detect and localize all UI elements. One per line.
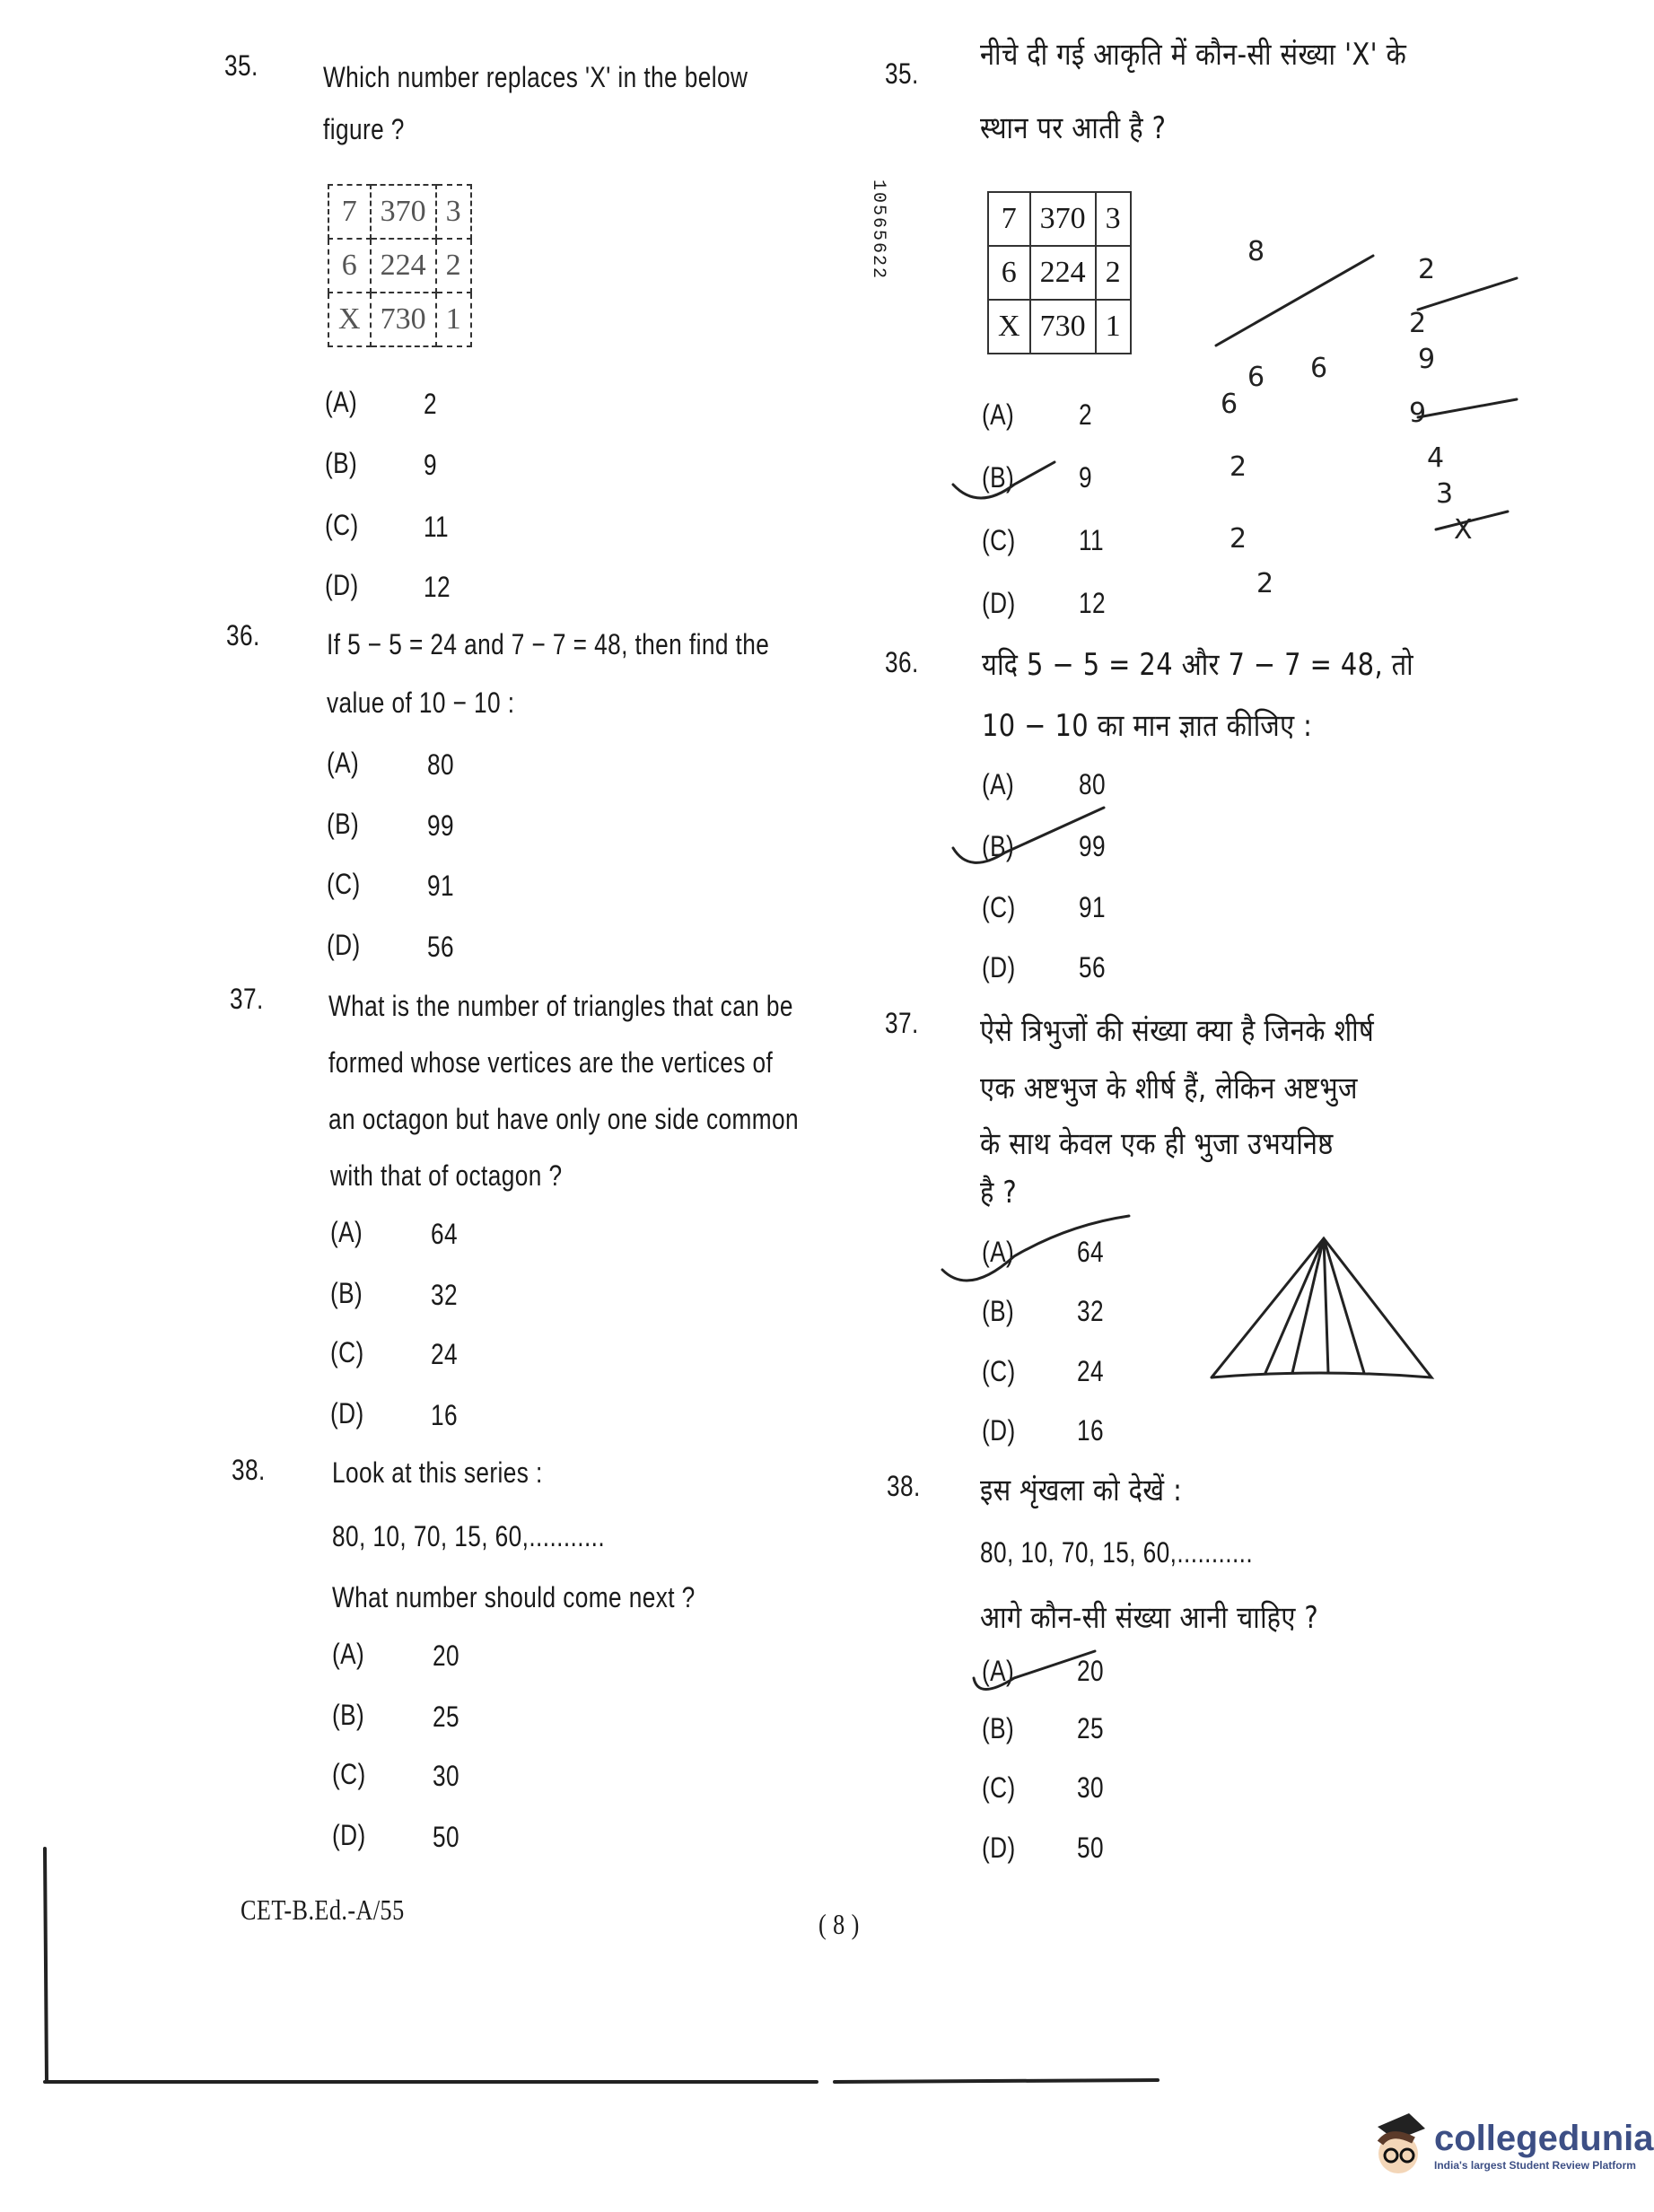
option-value: 64 <box>431 1218 459 1250</box>
question-text: an octagon but have only one side common <box>328 1103 800 1135</box>
rough-work-text: 9 <box>1409 398 1427 429</box>
option-label: (A) <box>332 1638 365 1670</box>
option-value: 64 <box>1077 1236 1105 1268</box>
option-label: (A) <box>982 398 1015 431</box>
option-label: (C) <box>325 509 359 541</box>
option-label: (B) <box>330 1277 363 1309</box>
option-value: 12 <box>424 571 451 603</box>
exam-code: CET-B.Ed.-A/55 <box>241 1893 405 1926</box>
rough-work-text: 6 <box>1221 389 1238 420</box>
barcode-number: 10565622 <box>868 179 888 281</box>
rough-work-text: 2 <box>1230 523 1247 555</box>
question-text: What number should come next ? <box>332 1581 696 1613</box>
rough-work-text: 4 <box>1427 442 1445 474</box>
question-text: Look at this series : <box>332 1456 543 1489</box>
option-label: (D) <box>327 929 361 961</box>
option-label: (A) <box>982 1236 1015 1268</box>
question-text: with that of octagon ? <box>330 1159 563 1192</box>
rough-work-text: 6 <box>1310 353 1328 384</box>
grid-cell: 224 <box>371 239 436 293</box>
option-value: 20 <box>433 1639 460 1672</box>
option-label: (C) <box>330 1336 364 1368</box>
question-text: इस शृंखला को देखें : <box>980 1473 1183 1508</box>
rough-work-text: 8 <box>1247 236 1265 267</box>
grid-cell: 730 <box>371 293 436 346</box>
rough-work-line <box>1216 256 1517 529</box>
border-line <box>45 1849 1158 2082</box>
option-label: (D) <box>982 1414 1016 1447</box>
option-label: (D) <box>982 951 1016 984</box>
question-text: value of 10 − 10 : <box>327 686 515 719</box>
question-text: formed whose vertices are the vertices of <box>328 1046 774 1079</box>
option-value: 2 <box>1079 398 1093 431</box>
question-text: ऐसे त्रिभुजों की संख्या क्या है जिनके शीर्ष <box>980 1013 1375 1049</box>
question-text: 10 − 10 का मान ज्ञात कीजिए : <box>982 708 1313 744</box>
option-value: 80 <box>427 748 455 781</box>
option-value: 99 <box>1079 830 1107 862</box>
option-value: 91 <box>427 870 455 902</box>
number-grid <box>987 191 1132 354</box>
number-grid <box>328 184 472 347</box>
option-label: (B) <box>982 461 1015 494</box>
option-label: (B) <box>982 830 1015 862</box>
rough-work-text: 2 <box>1256 568 1274 599</box>
option-label: (A) <box>325 386 358 418</box>
option-value: 25 <box>433 1701 460 1733</box>
grid-cell: 3 <box>1096 192 1131 246</box>
option-label: (D) <box>325 569 359 601</box>
option-label: (C) <box>327 868 361 900</box>
rough-work-text: 2 <box>1418 254 1436 285</box>
option-label: (A) <box>982 768 1015 800</box>
option-value: 91 <box>1079 891 1107 923</box>
option-value: 80 <box>1079 768 1107 800</box>
option-label: (B) <box>332 1699 365 1731</box>
series-text: 80, 10, 70, 15, 60,........... <box>332 1520 606 1552</box>
option-value: 20 <box>1077 1655 1105 1687</box>
question-text: आगे कौन-सी संख्या आनी चाहिए ? <box>980 1600 1319 1636</box>
rough-work-text: 2 <box>1409 308 1427 339</box>
grid-cell: 730 <box>1030 300 1096 354</box>
grid-cell: 2 <box>436 239 471 293</box>
option-label: (B) <box>982 1295 1015 1327</box>
grid-cell: X <box>328 293 371 346</box>
option-value: 50 <box>433 1821 460 1853</box>
page-number: ( 8 ) <box>818 1908 860 1940</box>
question-number: 36. <box>226 619 260 651</box>
question-number: 38. <box>232 1454 266 1486</box>
question-number: 35. <box>224 49 258 82</box>
question-number: 37. <box>230 983 264 1015</box>
option-value: 9 <box>424 449 438 481</box>
option-label: (D) <box>982 587 1016 619</box>
option-value: 30 <box>433 1760 460 1792</box>
grid-cell: 6 <box>328 239 371 293</box>
rough-work-text: 6 <box>1247 362 1265 393</box>
option-value: 25 <box>1077 1712 1105 1744</box>
option-value: 2 <box>424 388 438 420</box>
option-value: 32 <box>431 1279 459 1311</box>
option-label: (C) <box>982 1355 1016 1387</box>
grid-cell: 6 <box>988 246 1030 300</box>
option-value: 16 <box>1077 1414 1105 1447</box>
question-number: 36. <box>885 646 919 678</box>
grid-cell: 1 <box>436 293 471 346</box>
question-text: है ? <box>980 1175 1018 1211</box>
question-text: If 5 − 5 = 24 and 7 − 7 = 48, then find the <box>327 628 770 660</box>
logo-tagline: India's largest Student Review Platform <box>1434 2158 1636 2172</box>
question-text: नीचे दी गई आकृति में कौन-सी संख्या 'X' के <box>980 37 1407 73</box>
option-label: (A) <box>330 1216 363 1248</box>
grid-cell: 1 <box>1096 300 1131 354</box>
option-value: 30 <box>1077 1771 1105 1804</box>
series-text: 80, 10, 70, 15, 60,........... <box>980 1536 1254 1569</box>
triangle-sketch <box>1212 1238 1431 1377</box>
collegedunia-logo <box>1373 2109 1654 2181</box>
grid-cell: 224 <box>1030 246 1096 300</box>
question-text: figure ? <box>323 113 405 145</box>
option-value: 56 <box>1079 951 1107 984</box>
grid-cell: 7 <box>328 185 371 239</box>
option-value: 99 <box>427 809 455 842</box>
question-text: यदि 5 − 5 = 24 और 7 − 7 = 48, तो <box>982 647 1414 683</box>
option-value: 56 <box>427 931 455 963</box>
option-label: (C) <box>982 891 1016 923</box>
question-number: 35. <box>885 57 919 90</box>
rough-work-text: 3 <box>1436 478 1454 510</box>
option-value: 24 <box>431 1338 459 1370</box>
option-label: (C) <box>332 1758 366 1790</box>
grid-cell: 370 <box>371 185 436 239</box>
question-number: 38. <box>887 1470 921 1502</box>
mascot-icon <box>1373 2109 1427 2181</box>
option-value: 12 <box>1079 587 1107 619</box>
option-value: 11 <box>1079 524 1105 556</box>
option-value: 9 <box>1079 461 1093 494</box>
rough-work-text: 9 <box>1418 344 1436 375</box>
option-value: 11 <box>424 511 450 543</box>
option-label: (C) <box>982 1771 1016 1804</box>
rough-work-text: X <box>1454 514 1473 546</box>
question-text: के साथ केवल एक ही भुजा उभयनिष्ठ <box>980 1126 1334 1162</box>
option-value: 16 <box>431 1399 459 1431</box>
grid-cell: 3 <box>436 185 471 239</box>
option-label: (B) <box>325 447 358 479</box>
grid-cell: 370 <box>1030 192 1096 246</box>
option-label: (B) <box>327 808 360 840</box>
question-text: एक अष्टभुज के शीर्ष हैं, लेकिन अष्टभुज <box>980 1071 1358 1106</box>
question-number: 37. <box>885 1007 919 1039</box>
option-label: (A) <box>982 1655 1015 1687</box>
option-label: (B) <box>982 1712 1015 1744</box>
grid-cell: X <box>988 300 1030 354</box>
grid-cell: 2 <box>1096 246 1131 300</box>
option-value: 32 <box>1077 1295 1105 1327</box>
rough-work-text <box>1221 236 1473 599</box>
question-text: Which number replaces 'X' in the below <box>323 61 748 93</box>
question-text: स्थान पर आती है ? <box>980 110 1167 146</box>
question-text: What is the number of triangles that can be <box>328 990 793 1022</box>
option-value: 50 <box>1077 1832 1105 1864</box>
option-label: (D) <box>982 1832 1016 1864</box>
option-value: 24 <box>1077 1355 1105 1387</box>
logo-name: collegedunia <box>1434 2118 1654 2158</box>
option-label: (D) <box>332 1819 366 1851</box>
grid-cell: 7 <box>988 192 1030 246</box>
option-label: (C) <box>982 524 1016 556</box>
option-label: (A) <box>327 747 360 779</box>
rough-work-text: 2 <box>1230 451 1247 483</box>
option-label: (D) <box>330 1397 364 1429</box>
